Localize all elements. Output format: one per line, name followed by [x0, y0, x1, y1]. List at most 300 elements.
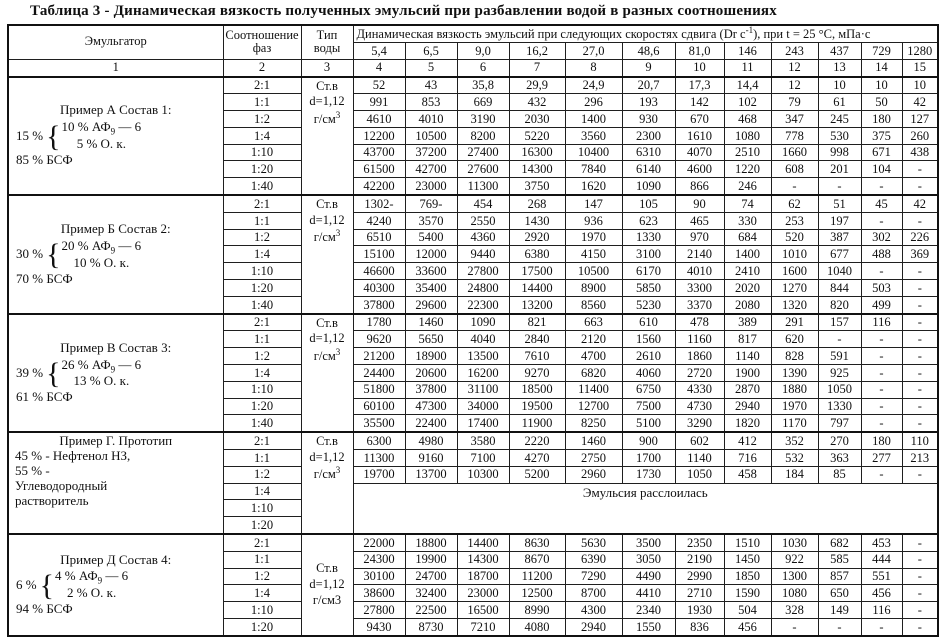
column-number-cell: 15 [902, 59, 938, 76]
column-number-cell: 2 [223, 59, 301, 76]
phase-ratio-cell: 1:2 [223, 348, 301, 365]
viscosity-value-cell: 3370 [675, 296, 724, 313]
viscosity-value-cell: 291 [771, 314, 818, 331]
viscosity-value-cell: 1460 [565, 432, 622, 449]
viscosity-value-cell: 2870 [724, 381, 771, 398]
viscosity-value-cell: 4730 [675, 398, 724, 415]
water-type-cell [301, 314, 353, 433]
phase-ratio-cell: 1:2 [223, 568, 301, 585]
viscosity-value-cell: 3500 [622, 534, 675, 551]
viscosity-value-cell: 330 [724, 212, 771, 229]
viscosity-value-cell: 551 [861, 568, 902, 585]
viscosity-value-cell: - [902, 348, 938, 365]
viscosity-value-cell: 22400 [405, 415, 457, 432]
shear-rate-header: 81,0 [675, 42, 724, 59]
component-1-subscript: 9 [110, 126, 116, 137]
viscosity-value-cell: 3300 [675, 280, 724, 297]
viscosity-value-cell: 14300 [509, 161, 565, 178]
phase-ratio-cell: 1:2 [223, 111, 301, 128]
shear-rate-header: 9,0 [457, 42, 509, 59]
viscosity-value-cell: 4300 [565, 602, 622, 619]
viscosity-value-cell: 6300 [353, 432, 405, 449]
water-type-line-1: Ст.в [316, 434, 338, 449]
phase-ratio-cell: 2:1 [223, 77, 301, 94]
viscosity-value-cell: 197 [818, 212, 861, 229]
viscosity-value-cell: 13500 [457, 348, 509, 365]
viscosity-value-cell: 193 [622, 94, 675, 111]
viscosity-value-cell: 51 [818, 195, 861, 212]
viscosity-value-cell: - [771, 619, 818, 636]
viscosity-value-cell: - [861, 381, 902, 398]
viscosity-value-cell: 4060 [622, 365, 675, 382]
emulsifier-title: Пример Д Состав 4: [60, 551, 172, 567]
composition-formula [12, 120, 220, 152]
viscosity-value-cell: 6820 [565, 365, 622, 382]
viscosity-value-cell: 12200 [353, 127, 405, 144]
water-density-line: d=1,12 [309, 212, 345, 227]
viscosity-value-cell: 10 [861, 77, 902, 94]
viscosity-value-cell: - [902, 331, 938, 348]
viscosity-value-cell: 61500 [353, 161, 405, 178]
viscosity-value-cell: 1700 [622, 450, 675, 467]
viscosity-value-cell: 8250 [565, 415, 622, 432]
water-density-line: d=1,12 [309, 331, 345, 346]
water-type-cell [301, 77, 353, 196]
water-type-line-1: Ст.в [316, 561, 338, 576]
table-row [8, 195, 938, 212]
viscosity-value-cell: 180 [861, 111, 902, 128]
viscosity-value-cell: 6170 [622, 263, 675, 280]
viscosity-value-cell: 6390 [565, 551, 622, 568]
viscosity-value-cell: 2410 [724, 263, 771, 280]
viscosity-value-cell: 5630 [565, 534, 622, 551]
viscosity-value-cell: 8670 [509, 551, 565, 568]
viscosity-value-cell: 105 [622, 195, 675, 212]
phase-ratio-column-header: Соотношение фаз [223, 25, 301, 59]
viscosity-value-cell: 1080 [771, 585, 818, 602]
viscosity-value-cell: 1330 [818, 398, 861, 415]
viscosity-value-cell: 5850 [622, 280, 675, 297]
viscosity-value-cell: 23000 [405, 178, 457, 195]
phase-ratio-cell: 1:10 [223, 602, 301, 619]
viscosity-value-cell: 8700 [565, 585, 622, 602]
viscosity-value-cell: 1600 [771, 263, 818, 280]
component-1-name: 26 % АФ [61, 356, 111, 372]
column-number-cell: 6 [457, 59, 509, 76]
viscosity-value-cell: 3050 [622, 551, 675, 568]
column-number-row [8, 59, 938, 76]
emulsifier-title: Пример Б Состав 2: [60, 220, 171, 236]
viscosity-value-cell: 4410 [622, 585, 675, 602]
viscosity-value-cell: 20,7 [622, 77, 675, 94]
phase-ratio-cell: 1:4 [223, 127, 301, 144]
viscosity-value-cell: 42200 [353, 178, 405, 195]
viscosity-value-cell: 7100 [457, 450, 509, 467]
viscosity-value-cell: 1460 [405, 314, 457, 331]
viscosity-value-cell: 1010 [771, 246, 818, 263]
viscosity-value-cell: 24,9 [565, 77, 622, 94]
percent-label: 39 % [16, 364, 44, 380]
viscosity-value-cell: 2710 [675, 585, 724, 602]
viscosity-value-cell: 2940 [565, 619, 622, 636]
viscosity-value-cell: 8560 [565, 296, 622, 313]
viscosity-value-cell: 499 [861, 296, 902, 313]
viscosity-value-cell: 900 [622, 432, 675, 449]
viscosity-value-cell: 1320 [771, 296, 818, 313]
viscosity-value-cell: 2750 [565, 450, 622, 467]
viscosity-value-cell: 671 [861, 144, 902, 161]
viscosity-value-cell: 1970 [565, 229, 622, 246]
emulsifier-text-line: 45 % - Нефтенол НЗ, [15, 448, 131, 464]
viscosity-value-cell: 4330 [675, 381, 724, 398]
viscosity-value-cell: 18500 [509, 381, 565, 398]
shear-rate-header: 16,2 [509, 42, 565, 59]
viscosity-table [7, 24, 939, 637]
viscosity-value-cell: 4600 [675, 161, 724, 178]
viscosity-value-cell: - [902, 602, 938, 619]
viscosity-value-cell: 24800 [457, 280, 509, 297]
viscosity-value-cell: 4700 [565, 348, 622, 365]
viscosity-value-cell: 7840 [565, 161, 622, 178]
water-units-superscript: 3 [335, 109, 341, 120]
viscosity-value-cell: 116 [861, 602, 902, 619]
viscosity-value-cell: 37200 [405, 144, 457, 161]
viscosity-value-cell: 21200 [353, 348, 405, 365]
viscosity-value-cell: 15100 [353, 246, 405, 263]
column-number-cell: 3 [301, 59, 353, 76]
viscosity-value-cell: 35500 [353, 415, 405, 432]
emulsifier-cell [8, 534, 223, 636]
merged-status-cell: Эмульсия расслоилась [353, 483, 938, 534]
viscosity-value-cell: 17400 [457, 415, 509, 432]
viscosity-value-cell: 503 [861, 280, 902, 297]
viscosity-value-cell: 2080 [724, 296, 771, 313]
viscosity-value-cell: 2960 [565, 466, 622, 483]
column-number-cell: 11 [724, 59, 771, 76]
viscosity-value-cell: 2220 [509, 432, 565, 449]
viscosity-value-cell: 24300 [353, 551, 405, 568]
viscosity-value-cell: 6310 [622, 144, 675, 161]
viscosity-value-cell: 270 [818, 432, 861, 449]
viscosity-value-cell: 520 [771, 229, 818, 246]
shear-rate-header: 27,0 [565, 42, 622, 59]
viscosity-value-cell: 11900 [509, 415, 565, 432]
viscosity-value-cell: - [771, 178, 818, 195]
phase-ratio-cell: 1:1 [223, 212, 301, 229]
viscosity-value-cell: 35,8 [457, 77, 509, 94]
viscosity-value-cell: 110 [902, 432, 938, 449]
viscosity-value-cell: 5650 [405, 331, 457, 348]
viscosity-value-cell: 677 [818, 246, 861, 263]
shear-rate-header: 437 [818, 42, 861, 59]
viscosity-value-cell: 47300 [405, 398, 457, 415]
water-units-text: г/см [313, 111, 336, 126]
phase-ratio-cell: 1:20 [223, 398, 301, 415]
viscosity-value-cell: 260 [902, 127, 938, 144]
viscosity-value-cell: 104 [861, 161, 902, 178]
viscosity-value-cell: 14300 [457, 551, 509, 568]
viscosity-value-cell: 857 [818, 568, 861, 585]
phase-ratio-cell: 1:20 [223, 161, 301, 178]
viscosity-value-cell: 42 [902, 195, 938, 212]
viscosity-value-cell: - [902, 263, 938, 280]
composition-formula [12, 239, 220, 271]
viscosity-value-cell: - [902, 568, 938, 585]
viscosity-value-cell: 998 [818, 144, 861, 161]
viscosity-value-cell: 19700 [353, 466, 405, 483]
viscosity-value-cell: 9430 [353, 619, 405, 636]
viscosity-value-cell: 8900 [565, 280, 622, 297]
viscosity-value-cell: - [902, 296, 938, 313]
viscosity-value-cell: 24700 [405, 568, 457, 585]
viscosity-value-cell: 4010 [405, 111, 457, 128]
phase-ratio-cell: 1:10 [223, 144, 301, 161]
base-component-line: 61 % БСФ [16, 389, 73, 405]
viscosity-value-cell: 328 [771, 602, 818, 619]
viscosity-value-cell: 277 [861, 450, 902, 467]
water-units-superscript: 3 [335, 346, 341, 357]
viscosity-value-cell: 12500 [509, 585, 565, 602]
column-number-cell: 14 [861, 59, 902, 76]
viscosity-value-cell: 43 [405, 77, 457, 94]
viscosity-value-cell: 157 [818, 314, 861, 331]
viscosity-value-cell: 1270 [771, 280, 818, 297]
viscosity-value-cell: 35400 [405, 280, 457, 297]
viscosity-value-cell: 24400 [353, 365, 405, 382]
emulsifier-cell [8, 77, 223, 196]
component-line-1 [62, 120, 142, 137]
viscosity-value-cell: - [818, 178, 861, 195]
phase-ratio-cell: 1:4 [223, 585, 301, 602]
viscosity-value-cell: - [861, 398, 902, 415]
viscosity-value-cell: 4270 [509, 450, 565, 467]
viscosity-value-cell: 27400 [457, 144, 509, 161]
viscosity-value-cell: 1302- [353, 195, 405, 212]
viscosity-value-cell: 245 [818, 111, 861, 128]
viscosity-value-cell: 10500 [405, 127, 457, 144]
viscosity-value-cell: 10 [902, 77, 938, 94]
viscosity-value-cell: - [902, 534, 938, 551]
viscosity-value-cell: 10500 [565, 263, 622, 280]
viscosity-value-cell: 1430 [509, 212, 565, 229]
viscosity-value-cell: 820 [818, 296, 861, 313]
component-1-tail: — 6 [115, 356, 142, 372]
viscosity-value-cell: 458 [724, 466, 771, 483]
viscosity-value-cell: - [902, 619, 938, 636]
viscosity-value-cell: 347 [771, 111, 818, 128]
viscosity-value-cell: 610 [622, 314, 675, 331]
viscosity-value-cell: 6380 [509, 246, 565, 263]
viscosity-value-cell: 50 [861, 94, 902, 111]
viscosity-value-cell: 3190 [457, 111, 509, 128]
base-component-line: 85 % БСФ [16, 152, 73, 168]
viscosity-value-cell: 620 [771, 331, 818, 348]
phase-ratio-cell: 2:1 [223, 314, 301, 331]
viscosity-value-cell: 12000 [405, 246, 457, 263]
component-1-subscript: 9 [110, 245, 116, 256]
viscosity-value-cell: 40300 [353, 280, 405, 297]
column-number-cell: 13 [818, 59, 861, 76]
viscosity-value-cell: 19500 [509, 398, 565, 415]
percent-label: 15 % [16, 127, 44, 143]
viscosity-value-cell: - [902, 314, 938, 331]
column-number-cell: 10 [675, 59, 724, 76]
viscosity-value-cell: 2940 [724, 398, 771, 415]
viscosity-value-cell: 4010 [675, 263, 724, 280]
emulsifier-column-header: Эмульгатор [8, 25, 223, 59]
table-header [8, 25, 938, 77]
component-line-2: 13 % О. к. [73, 373, 130, 389]
water-type-line-1: Ст.в [316, 315, 338, 330]
viscosity-value-cell: - [902, 178, 938, 195]
viscosity-value-cell: 828 [771, 348, 818, 365]
viscosity-value-cell: 836 [675, 619, 724, 636]
viscosity-value-cell: 970 [675, 229, 724, 246]
viscosity-value-cell: 10 [818, 77, 861, 94]
viscosity-value-cell: 1160 [675, 331, 724, 348]
viscosity-value-cell: 19900 [405, 551, 457, 568]
component-1-tail: — 6 [115, 237, 142, 253]
viscosity-value-cell: 5230 [622, 296, 675, 313]
viscosity-value-cell: 2920 [509, 229, 565, 246]
page-title: Таблица 3 - Динамическая вязкость полученных эмульсий при разбавлении водой в разных соотношениях [30, 3, 777, 19]
component-lines [62, 239, 142, 271]
viscosity-value-cell: 8730 [405, 619, 457, 636]
viscosity-value-cell: 6510 [353, 229, 405, 246]
viscosity-value-cell: 23000 [457, 585, 509, 602]
viscosity-value-cell: 74 [724, 195, 771, 212]
viscosity-value-cell: 1040 [818, 263, 861, 280]
viscosity-value-cell: - [818, 331, 861, 348]
shear-rate-header: 243 [771, 42, 818, 59]
brace-glyph: { [46, 356, 61, 390]
emulsifier-title: Пример В Состав 3: [60, 339, 172, 355]
viscosity-value-cell: 34000 [457, 398, 509, 415]
viscosity-value-cell: - [902, 161, 938, 178]
viscosity-value-cell: 369 [902, 246, 938, 263]
viscosity-value-cell: 488 [861, 246, 902, 263]
viscosity-value-cell: 2550 [457, 212, 509, 229]
viscosity-value-cell: 389 [724, 314, 771, 331]
table-row [8, 77, 938, 94]
viscosity-value-cell: - [902, 212, 938, 229]
shear-rate-header: 5,4 [353, 42, 405, 59]
viscosity-value-cell: 817 [724, 331, 771, 348]
viscosity-value-cell: 268 [509, 195, 565, 212]
viscosity-value-cell: 22300 [457, 296, 509, 313]
viscosity-value-cell: 18900 [405, 348, 457, 365]
viscosity-value-cell: 201 [818, 161, 861, 178]
phase-ratio-cell: 1:20 [223, 280, 301, 297]
viscosity-value-cell: 30100 [353, 568, 405, 585]
brace-glyph: { [46, 238, 61, 272]
viscosity-value-cell: 432 [509, 94, 565, 111]
viscosity-value-cell: 180 [861, 432, 902, 449]
viscosity-value-cell: 1900 [724, 365, 771, 382]
viscosity-value-cell: 1140 [675, 450, 724, 467]
viscosity-value-cell: 1450 [724, 551, 771, 568]
viscosity-value-cell: 102 [724, 94, 771, 111]
viscosity-value-cell: - [902, 398, 938, 415]
viscosity-value-cell: 591 [818, 348, 861, 365]
viscosity-value-cell: 4610 [353, 111, 405, 128]
viscosity-value-cell: 925 [818, 365, 861, 382]
viscosity-value-cell: 412 [724, 432, 771, 449]
viscosity-value-cell: 6140 [622, 161, 675, 178]
component-1-name: 10 % АФ [61, 119, 111, 135]
viscosity-value-cell: 4150 [565, 246, 622, 263]
viscosity-value-cell: 2350 [675, 534, 724, 551]
emulsifier-title: Пример А Состав 1: [59, 102, 172, 118]
viscosity-value-cell: 4040 [457, 331, 509, 348]
viscosity-value-cell: 296 [565, 94, 622, 111]
viscosity-value-cell: 1780 [353, 314, 405, 331]
viscosity-value-cell: 1050 [818, 381, 861, 398]
viscosity-value-cell: 602 [675, 432, 724, 449]
water-type-column-header: Тип воды [301, 25, 353, 59]
shear-rate-header: 146 [724, 42, 771, 59]
viscosity-value-cell: 5200 [509, 466, 565, 483]
column-number-cell: 12 [771, 59, 818, 76]
viscosity-value-cell: 1510 [724, 534, 771, 551]
composition-formula [12, 358, 220, 390]
water-units-line [303, 110, 352, 128]
phase-ratio-cell: 1:10 [223, 381, 301, 398]
viscosity-value-cell: 682 [818, 534, 861, 551]
viscosity-value-cell: 16300 [509, 144, 565, 161]
water-type-line-1: Ст.в [316, 197, 338, 212]
viscosity-value-cell: - [861, 212, 902, 229]
viscosity-value-cell: 3750 [509, 178, 565, 195]
viscosity-value-cell: 4490 [622, 568, 675, 585]
viscosity-value-cell: - [902, 585, 938, 602]
viscosity-value-cell: 31100 [457, 381, 509, 398]
viscosity-value-cell: 1090 [457, 314, 509, 331]
viscosity-value-cell: 1730 [622, 466, 675, 483]
viscosity-value-cell: 3560 [565, 127, 622, 144]
viscosity-value-cell: 7290 [565, 568, 622, 585]
viscosity-value-cell: 85 [818, 466, 861, 483]
phase-ratio-cell: 1:4 [223, 246, 301, 263]
emulsifier-text-line: растворитель [15, 492, 89, 508]
viscosity-value-cell: 821 [509, 314, 565, 331]
viscosity-value-cell: 14,4 [724, 77, 771, 94]
phase-ratio-cell: 1:1 [223, 450, 301, 467]
column-number-cell: 1 [8, 59, 223, 76]
percent-label: 30 % [16, 246, 44, 262]
viscosity-value-cell: 46600 [353, 263, 405, 280]
base-component-line: 94 % БСФ [16, 601, 73, 617]
water-units-superscript: 3 [335, 228, 341, 239]
viscosity-value-cell: 149 [818, 602, 861, 619]
viscosity-value-cell: 226 [902, 229, 938, 246]
viscosity-value-cell: 2340 [622, 602, 675, 619]
viscosity-value-cell: 375 [861, 127, 902, 144]
component-1-tail: — 6 [115, 119, 142, 135]
component-1-subscript: 9 [110, 364, 116, 375]
viscosity-value-cell: 2510 [724, 144, 771, 161]
composition-formula [12, 569, 220, 601]
table-body [8, 77, 938, 636]
emulsifier-text-line: Пример Г. Прототип [59, 433, 173, 449]
viscosity-value-cell: 8990 [509, 602, 565, 619]
viscosity-value-cell: - [861, 331, 902, 348]
viscosity-value-cell: 454 [457, 195, 509, 212]
viscosity-value-cell: 3100 [622, 246, 675, 263]
viscosity-value-cell: - [902, 280, 938, 297]
viscosity-value-cell: - [861, 619, 902, 636]
viscosity-value-cell: 17500 [509, 263, 565, 280]
